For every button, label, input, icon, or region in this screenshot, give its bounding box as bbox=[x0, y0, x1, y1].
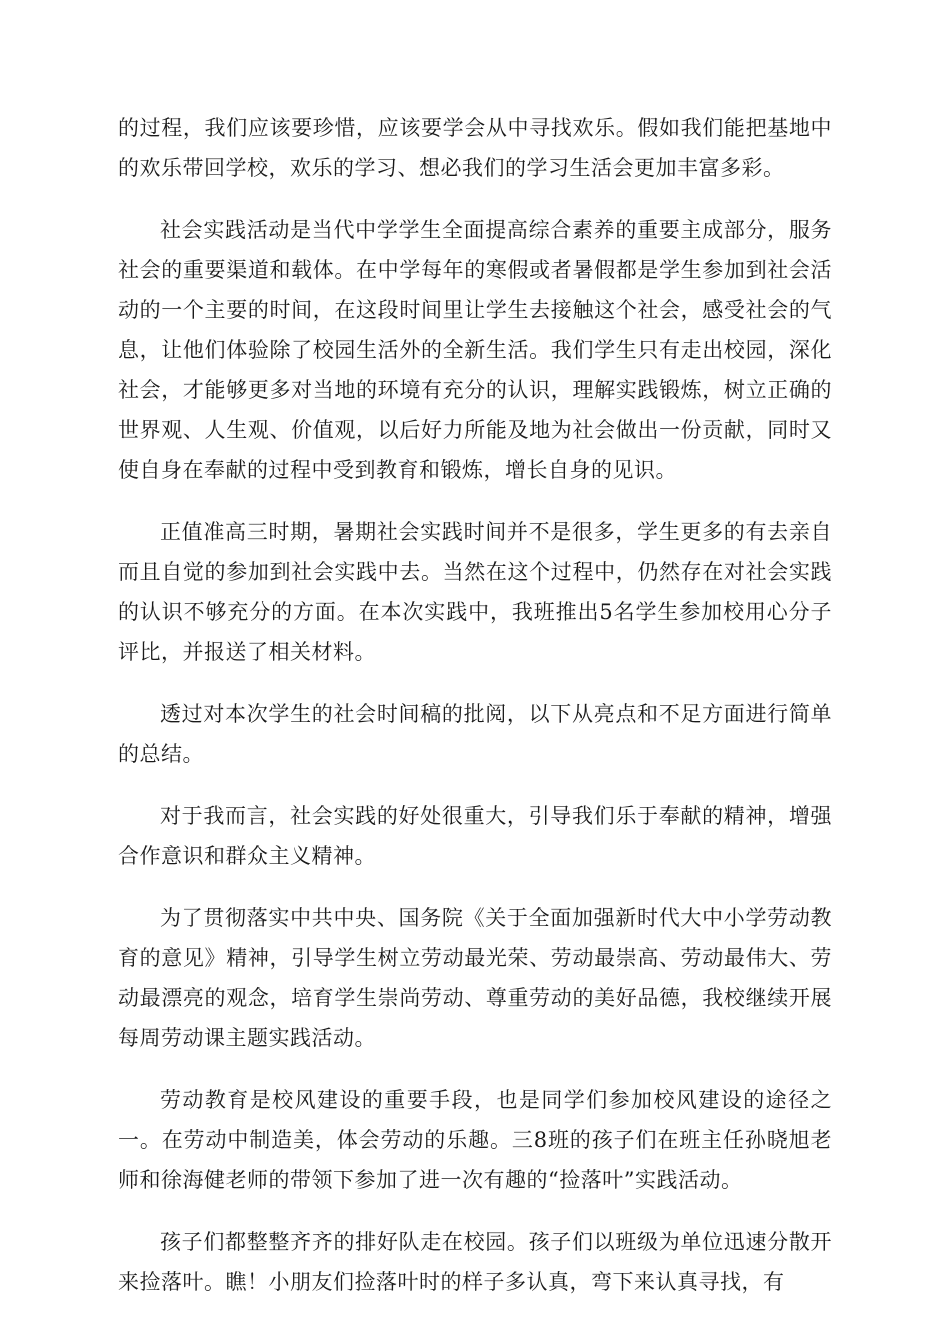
paragraph-7: 劳动教育是校风建设的重要手段，也是同学们参加校风建设的途径之一。在劳动中制造美，体会劳动的乐趣。三8班的孩子们在班主任孙晓旭老师和徐海健老师的带领下参加了进一次有趣的“捡落叶”实践活动。 bbox=[118, 1088, 832, 1192]
document-page bbox=[118, 108, 832, 1324]
paragraph-5: 对于我而言，社会实践的好处很重大，引导我们乐于奉献的精神，增强合作意识和群众主义精神。 bbox=[118, 804, 832, 868]
paragraph-4: 透过对本次学生的社会时间稿的批阅，以下从亮点和不足方面进行简单的总结。 bbox=[118, 702, 832, 766]
paragraph-3: 正值准高三时期，暑期社会实践时间并不是很多，学生更多的有去亲自而且自觉的参加到社会实践中去。当然在这个过程中，仍然存在对社会实践的认识不够充分的方面。在本次实践中，我班推出5名学生参加校用心分子评比，并报送了相关材料。 bbox=[118, 520, 832, 664]
paragraph-6: 为了贯彻落实中共中央、国务院《关于全面加强新时代大中小学劳动教育的意见》精神，引导学生树立劳动最光荣、劳动最崇高、劳动最伟大、劳动最漂亮的观念，培育学生崇尚劳动、尊重劳动的美好品德，我校继续开展每周劳动课主题实践活动。 bbox=[118, 906, 832, 1050]
paragraph-1: 的过程，我们应该要珍惜，应该要学会从中寻找欢乐。假如我们能把基地中的欢乐带回学校，欢乐的学习、想必我们的学习生活会更加丰富多彩。 bbox=[118, 116, 832, 180]
paragraph-8: 孩子们都整整齐齐的排好队走在校园。孩子们以班级为单位迅速分散开来捡落叶。瞧！小朋友们捡落叶时的样子多认真，弯下来认真寻找，有 bbox=[118, 1230, 832, 1294]
paragraph-2: 社会实践活动是当代中学学生全面提高综合素养的重要主成部分，服务社会的重要渠道和载体。在中学每年的寒假或者暑假都是学生参加到社会活动的一个主要的时间，在这段时间里让学生去接触这个社会，感受社会的气息，让他们体验除了校园生活外的全新生活。我们学生只有走出校园，深化社会，才能够更多对当地的环境有充分的认识，理解实践锻炼，树立正确的世界观、人生观、价值观，以后好力所能及地为社会做出一份贡献，同时又使自身在奉献的过程中受到教育和锻炼，增长自身的见识。 bbox=[118, 218, 832, 482]
